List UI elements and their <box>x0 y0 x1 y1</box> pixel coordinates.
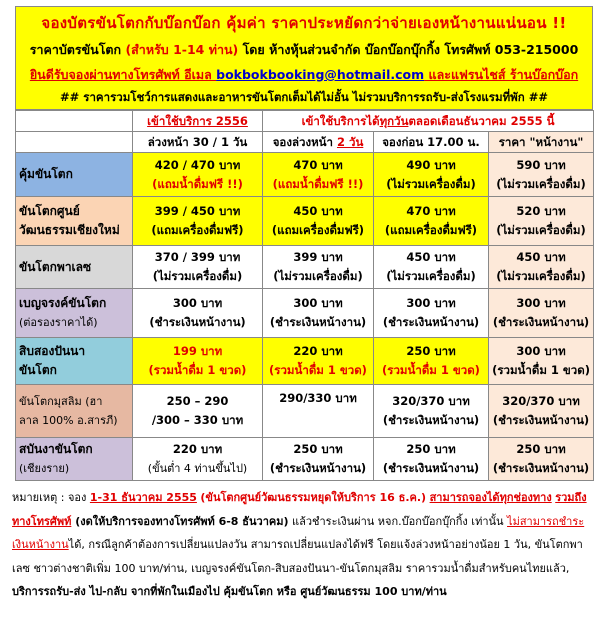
table-row <box>16 438 594 481</box>
table-header-row-2 <box>16 132 594 153</box>
remark-text: 1-31 ธันวาคม 2555 <box>89 491 197 504</box>
cell-text: 399 บาท <box>293 250 343 264</box>
remark-text: (ขันโตกศูนย์วัฒนธรรมหยุดให้บริการ 16 ธ.ค.) <box>200 491 427 504</box>
table-row <box>16 197 594 246</box>
cell-text: 450 บาท <box>406 250 456 264</box>
col-header-advance: ล่วงหน้า 30 / 1 วัน <box>133 132 263 153</box>
cell-text: (แถมน้ำดื่มฟรี !!) <box>152 176 243 191</box>
cell-text: (รวมน้ำดื่ม 1 ขวด) <box>492 363 590 377</box>
contact-line: ยินดีรับจองผ่านทางโทรศัพท์ อีเมล bokbokbooking@hotmail.com และแฟรนไชส์ ร้านบ๊อกบ๊อก <box>29 67 579 82</box>
remark-text: รวมถึงทางโทรศัพท์ <box>12 491 587 528</box>
table-row <box>16 289 594 338</box>
remark-text: บริการรถรับ-ส่ง ไป-กลับ จากที่พักในเมืองไป คุ้มขันโตก หรือ ศูนย์วัฒนธรรม 100 บาท/ท่าน <box>12 585 447 598</box>
cell-text: (ไม่รวมเครื่องดื่ม) <box>496 269 586 283</box>
cell-text: 220 บาท <box>293 344 343 358</box>
cell-text: 199 บาท <box>172 344 223 358</box>
cell-text: 300 บาท <box>516 344 566 358</box>
cell-text: (แถมเครื่องดื่มฟรี) <box>271 223 365 237</box>
cell-text: 290/330 บาท <box>279 391 357 405</box>
cell-text: (ต่อรองราคาได้) <box>19 316 98 329</box>
cell-text: ลาล 100% อ.สารภี) <box>19 414 118 427</box>
cell-text: 370 / 399 บาท <box>154 250 241 264</box>
price-table <box>15 110 594 481</box>
cell-text: (ชำระเงินหน้างาน) <box>492 461 590 475</box>
cell-text: วัฒนธรรมเชียงใหม่ <box>19 223 120 237</box>
cell-text: ขันโตก <box>19 363 57 377</box>
email-link[interactable]: bokbokbooking@hotmail.com <box>216 67 425 82</box>
cell-text: ขันโตกพาเลซ <box>19 259 92 274</box>
cell-text: (แถมน้ำดื่มฟรี !!) <box>272 176 364 191</box>
remark-text: ไม่สามารถชำระเงินหน้างาน <box>12 514 585 551</box>
cell-text: (ชำระเงินหน้างาน) <box>269 461 367 475</box>
cell-text: 220 บาท <box>172 442 223 456</box>
cell-text: 320/370 บาท <box>392 394 470 408</box>
cell-text: 320/370 บาท <box>502 394 580 408</box>
cell-text: 300 บาท <box>406 296 456 310</box>
cell-text: 250 บาท <box>516 442 566 456</box>
table-row <box>16 153 594 197</box>
table-row <box>16 246 594 289</box>
cell-text: 450 บาท <box>293 204 343 218</box>
table-row <box>16 338 594 385</box>
headline: จองบัตรขันโตกกับบ๊อกบ๊อก คุ้มค่า ราคาประหยัดกว่าจ่ายเองหน้างานแน่นอน !! <box>41 14 567 32</box>
cell-text: (แถมเครื่องดื่มฟรี) <box>384 223 478 237</box>
cell-text: 590 บาท <box>516 157 566 172</box>
cell-text: (ชำระเงินหน้างาน) <box>382 461 480 475</box>
cell-text: 420 / 470 บาท <box>154 157 241 172</box>
cell-text: คุ้มขันโตก <box>19 167 73 181</box>
cell-text: 300 บาท <box>516 296 566 310</box>
cell-text: 450 บาท <box>516 250 566 264</box>
cell-text: 470 บาท <box>406 204 456 218</box>
cell-text: 520 บาท <box>516 204 566 218</box>
col-group-2556: เข้าใช้บริการ 2556 <box>133 111 263 132</box>
cell-text: (รวมน้ำดื่ม 1 ขวด) <box>148 363 247 377</box>
cell-text: ขันโตกมุสลิม (ฮา <box>19 395 103 408</box>
cell-text: (รวมน้ำดื่ม 1 ขวด) <box>269 363 367 377</box>
includes-note: ## ราคารวมโชว์การแสดงและอาหารขันโตกเต็มได้ไม่อั้น ไม่รวมบริการรถรับ-ส่งโรงแรมที่พัก ## <box>60 90 548 104</box>
cell-text: สิบสองปันนา <box>19 344 86 358</box>
cell-text: (ชำระเงินหน้างาน) <box>492 413 590 427</box>
cell-text: (ขั้นต่ำ 4 ท่านขึ้นไป) <box>147 462 248 475</box>
cell-text: /300 – 330 บาท <box>151 413 244 427</box>
cell-text: (ไม่รวมเครื่องดื่ม) <box>386 176 476 191</box>
header-banner <box>15 6 593 110</box>
cell-text: (รวมน้ำดื่ม 1 ขวด) <box>382 363 480 377</box>
col-header-before-17: จองก่อน 17.00 น. <box>374 132 489 153</box>
col-group-december: เข้าใช้บริการได้ทุกวันตลอดเดือนธันวาคม 2555 นี้ <box>263 111 594 132</box>
cell-text: 300 บาท <box>293 296 343 310</box>
cell-text: 250 บาท <box>293 442 343 456</box>
cell-text: 300 บาท <box>172 296 223 310</box>
table-header-row-1 <box>16 111 594 132</box>
remark-text: สามารถจองได้ทุกช่องทาง <box>429 491 552 504</box>
cell-text: (ชำระเงินหน้างาน) <box>269 315 367 329</box>
cell-text: (ชำระเงินหน้างาน) <box>492 315 590 329</box>
cell-text: (ไม่รวมเครื่องดื่ม) <box>496 176 586 191</box>
cell-text: 250 บาท <box>406 442 456 456</box>
cell-text: (ชำระเงินหน้างาน) <box>382 315 480 329</box>
cell-text: (ชำระเงินหน้างาน) <box>382 413 480 427</box>
remark-text: (งดให้บริการจองทางโทรศัพท์ 6-8 ธันวาคม) <box>71 514 289 528</box>
remark-text: ได้, กรณีลูกค้าต้องการเปลี่ยนแปลงวัน สามารถเปลี่ยนแปลงได้ฟรี โดยแจ้งล่วงหน้าอย่างน้อย 1 วัน, ขันโตกพาเลซ ชาวต่างชาติเพิ่ม 100 บาท/ท่าน, เบญจรงค์ขันโตก-สิบสองปันนา-ขันโตกมุสลิม ราคารวมน้ำดื่มสำหรับคนไทยแล้ว, <box>12 538 583 575</box>
cell-text: (ชำระเงินหน้างาน) <box>149 315 246 329</box>
col-header-walkin: ราคา "หน้างาน" <box>489 132 594 153</box>
cell-text: ขันโตกศูนย์ <box>19 204 80 218</box>
cell-text: 490 บาท <box>406 157 456 172</box>
cell-text: 470 บาท <box>293 157 343 172</box>
col-header-2days: จองล่วงหน้า 2 วัน <box>263 132 374 153</box>
cell-text: (แถมเครื่องดื่มฟรี) <box>151 223 244 237</box>
cell-text: 399 / 450 บาท <box>154 204 241 218</box>
remark-text: แล้วชำระเงินผ่าน หจก.บ๊อกบ๊อกบุ๊กกิ้ง เท่านั้น <box>288 514 508 528</box>
cell-text: (เชียงราย) <box>19 462 70 475</box>
cell-text: (ไม่รวมเครื่องดื่ม) <box>273 269 363 283</box>
cell-text: สบันงาขันโตก <box>19 442 93 456</box>
cell-text: 250 บาท <box>406 344 456 358</box>
cell-text: (ไม่รวมเครื่องดื่ม) <box>386 269 476 283</box>
subheadline: ราคาบัตรขันโตก (สำหรับ 1-14 ท่าน) โดย ห้างหุ้นส่วนจำกัด บ๊อกบ๊อกบุ๊กกิ้ง โทรศัพท์ 053-215000 <box>29 42 579 57</box>
remark-text: หมายเหตุ : จอง <box>12 491 90 504</box>
cell-text: (ไม่รวมเครื่องดื่ม) <box>152 269 243 283</box>
remarks <box>12 486 598 604</box>
table-row <box>16 385 594 438</box>
cell-text: เบญจรงค์ขันโตก <box>19 296 107 310</box>
cell-text: (ไม่รวมเครื่องดื่ม) <box>496 223 586 237</box>
cell-text: 250 – 290 <box>166 394 229 408</box>
